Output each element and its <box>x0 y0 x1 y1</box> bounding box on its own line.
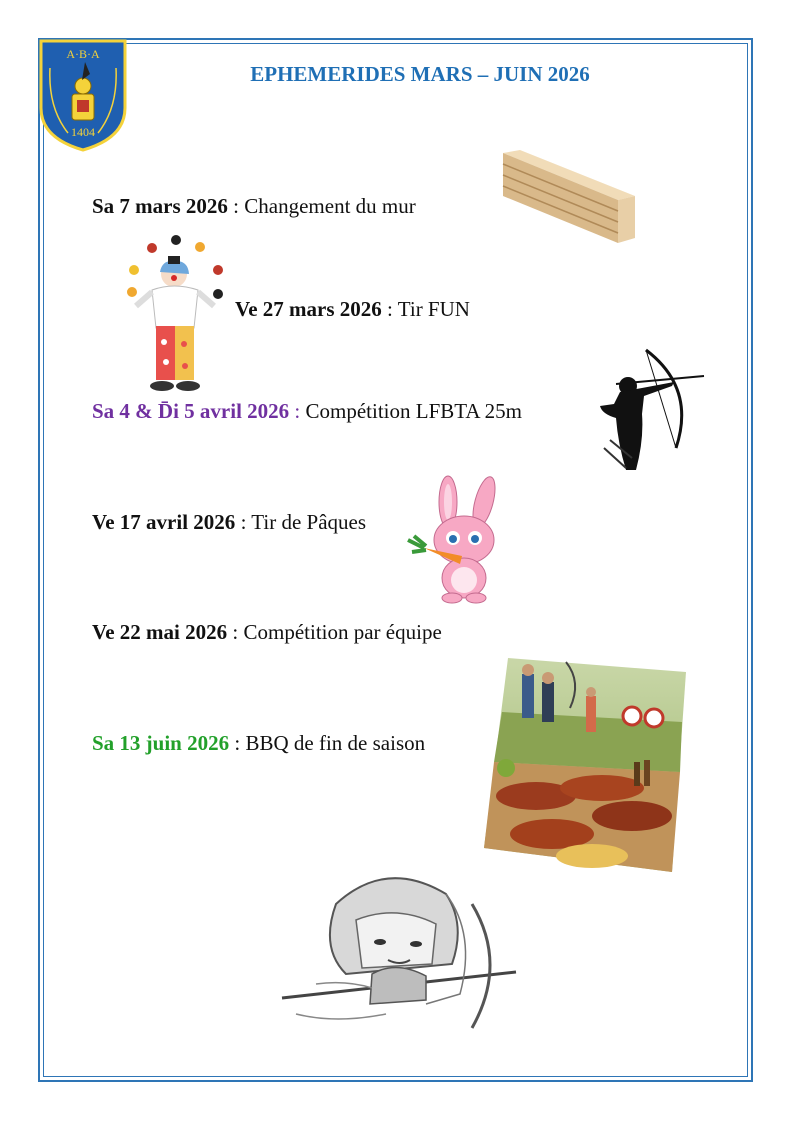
event-row <box>235 297 470 322</box>
event-separator: : <box>381 297 398 321</box>
crest-top-text: A·B·A <box>66 47 100 61</box>
event-date: Ve 27 mars 2026 <box>235 297 382 321</box>
event-separator: : <box>289 399 306 423</box>
crest-bottom-text: 1404 <box>71 125 95 139</box>
bbq-archery-photo-icon <box>482 652 688 878</box>
event-label: Compétition LFBTA 25m <box>305 399 523 423</box>
easter-bunny-icon <box>404 474 506 604</box>
hooded-archer-sketch-icon <box>276 864 520 1034</box>
wood-planks-icon <box>498 148 638 248</box>
event-label: Tir FUN <box>397 297 470 321</box>
event-label: Compétition par équipe <box>243 620 442 644</box>
page-title: EPHEMERIDES MARS – JUIN 2026 <box>250 62 590 86</box>
event-row <box>92 731 425 756</box>
event-row <box>92 194 416 219</box>
event-row <box>92 510 366 535</box>
juggling-clown-icon <box>122 232 227 394</box>
event-row <box>92 399 522 424</box>
event-date: Sa 13 juin 2026 <box>92 731 230 755</box>
event-label: Tir de Pâques <box>251 510 367 534</box>
event-separator: : <box>227 620 244 644</box>
event-separator: : <box>235 510 252 534</box>
event-row <box>92 620 442 645</box>
event-date: Ve 17 avril 2026 <box>92 510 236 534</box>
event-separator: : <box>229 731 246 755</box>
event-label: Changement du mur <box>244 194 416 218</box>
event-separator: : <box>227 194 245 218</box>
event-date: Sa 7 mars 2026 <box>92 194 228 218</box>
event-date: Ve 22 mai 2026 <box>92 620 228 644</box>
archer-silhouette-icon <box>596 348 708 472</box>
event-label: BBQ de fin de saison <box>245 731 426 755</box>
club-crest-icon <box>38 38 128 152</box>
event-date: Sa 4 & D̄i 5 avril 2026 <box>92 399 290 423</box>
